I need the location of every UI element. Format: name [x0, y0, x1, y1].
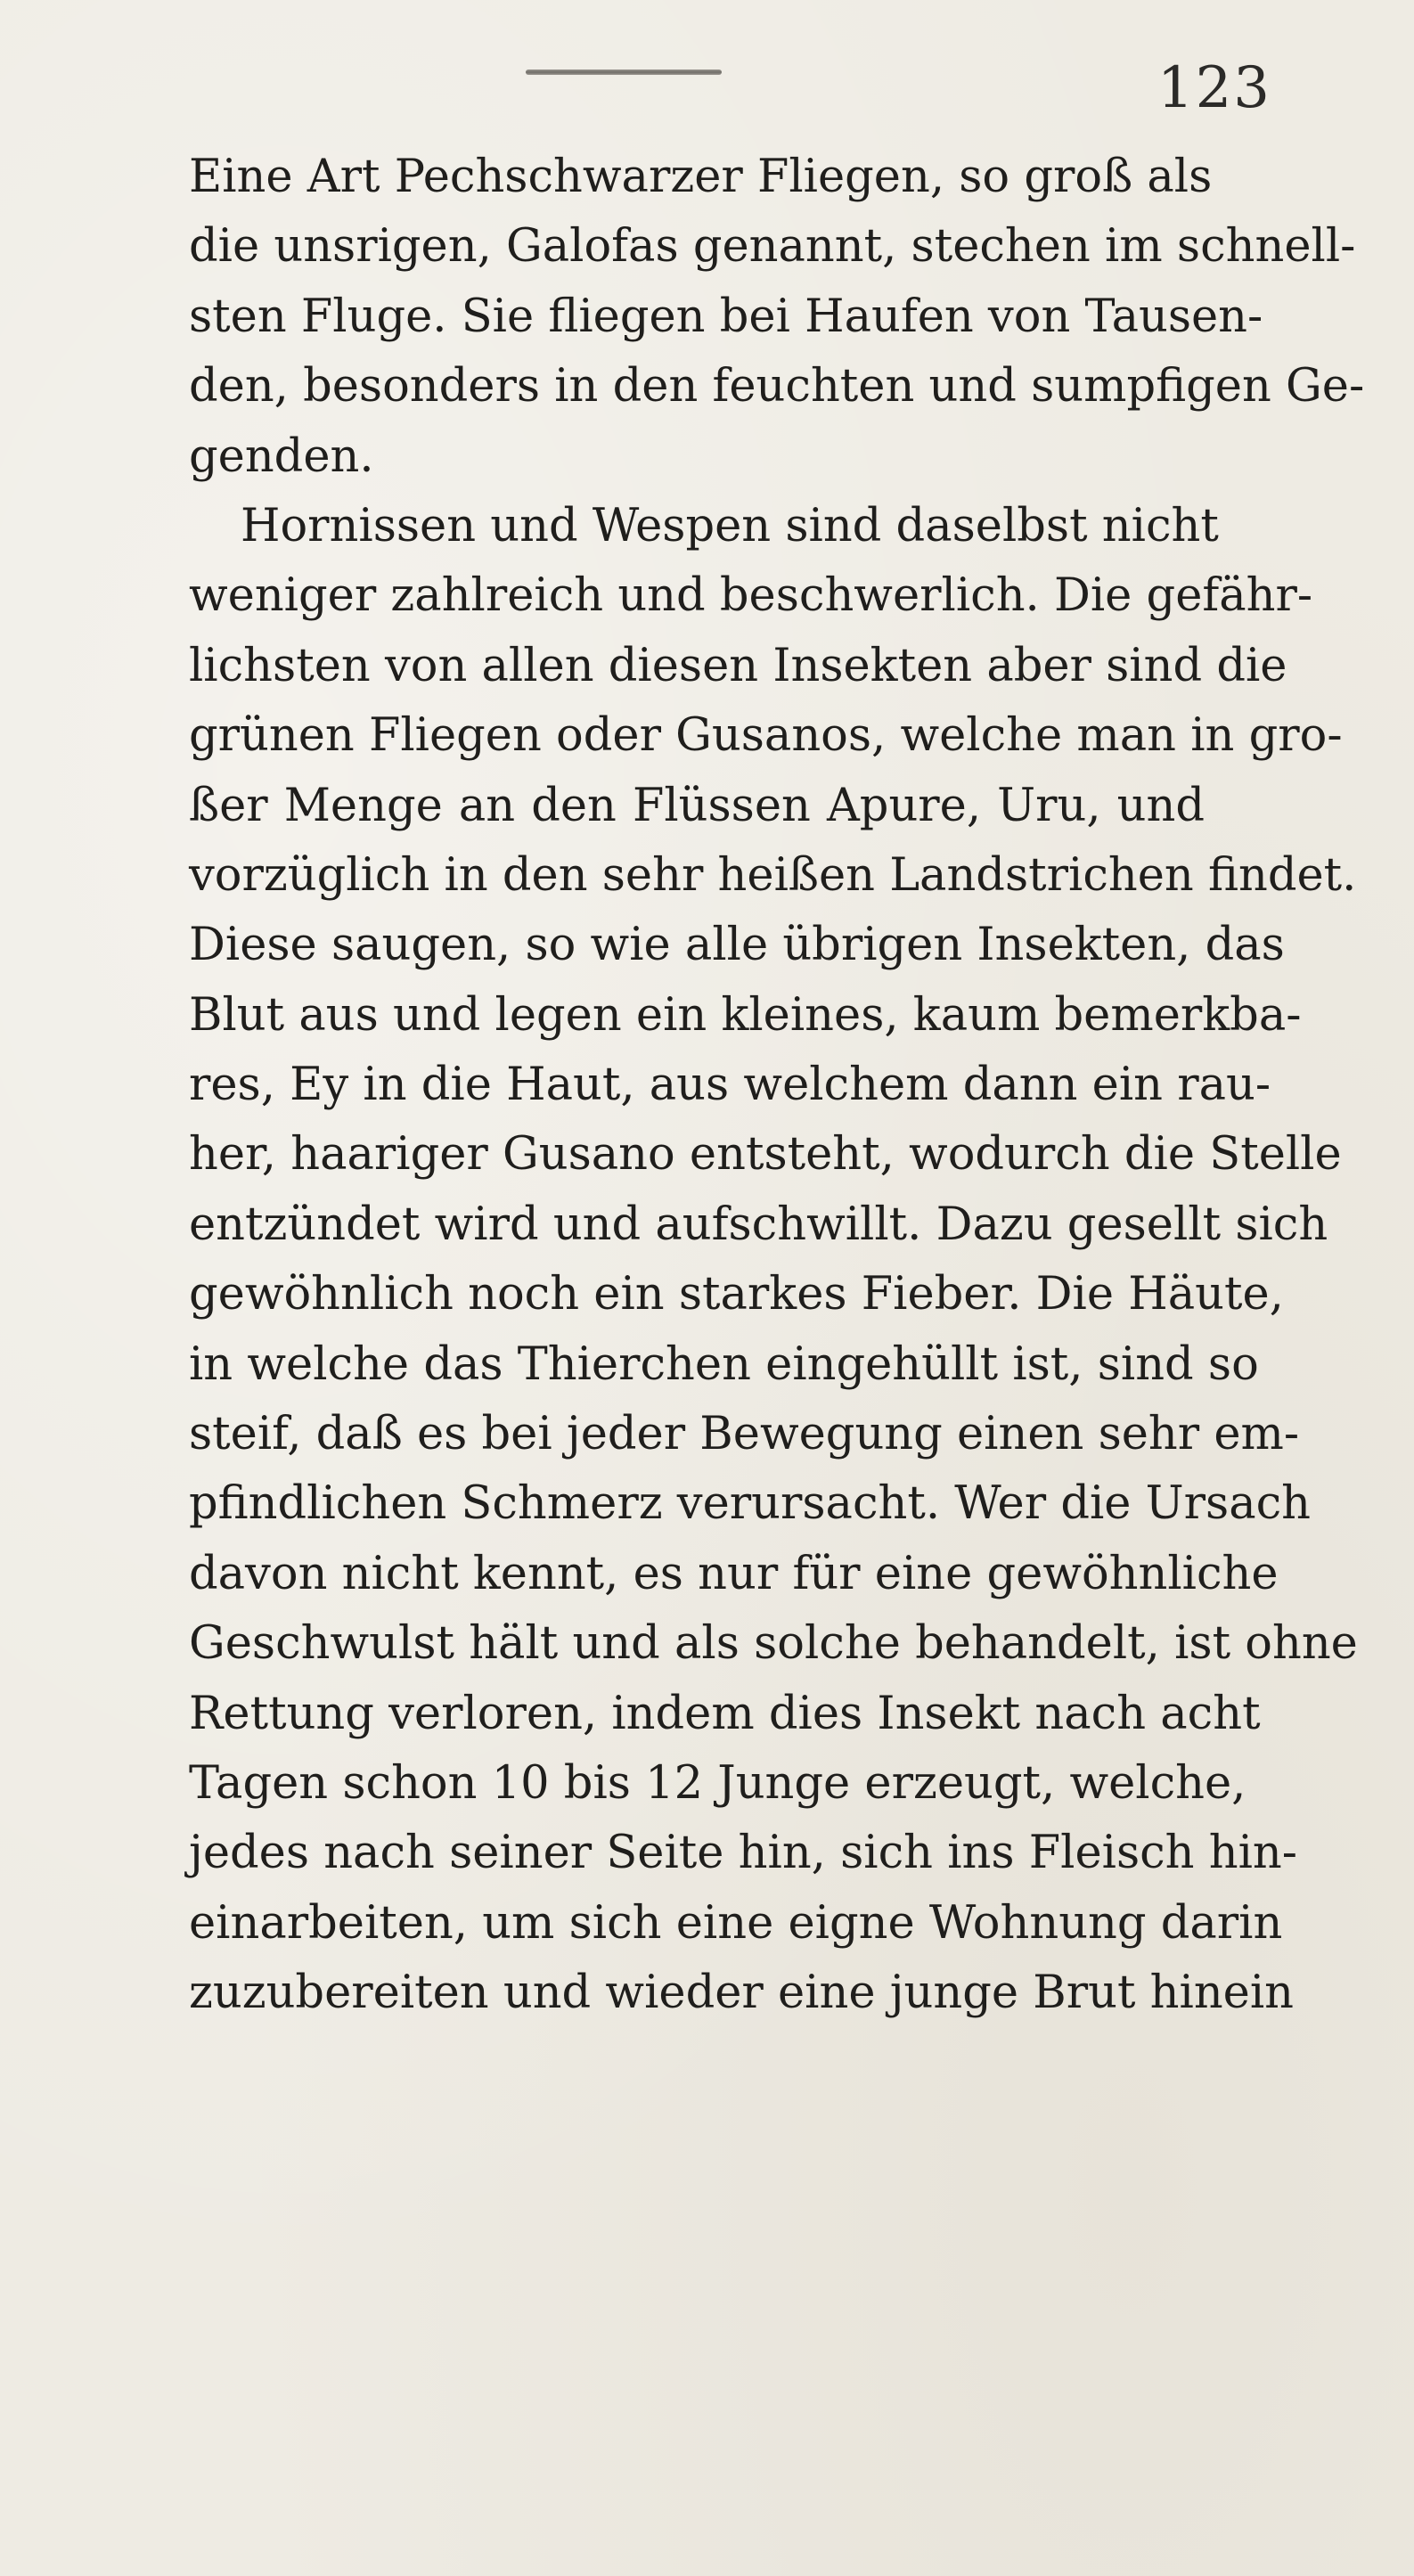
text-line: entzündet wird und aufschwillt. Dazu gesellt sich: [189, 1198, 1328, 1251]
text-line: zuzubereiten und wieder eine junge Brut hinein: [189, 1967, 1295, 2020]
text-line: grünen Fliegen oder Gusanos, welche man in gro-: [189, 709, 1343, 763]
text-line: vorzüglich in den sehr heißen Landstrichen findet.: [189, 848, 1357, 902]
text-line: in welche das Thierchen eingehüllt ist, sind so: [189, 1337, 1259, 1391]
text-line: davon nicht kennt, es nur für eine gewöhnliche: [189, 1547, 1279, 1600]
text-line: lichsten von allen diesen Insekten aber sind die: [189, 639, 1287, 692]
text-line: Hornissen und Wespen sind daselbst nicht: [241, 499, 1219, 552]
text-line: genden.: [189, 429, 374, 483]
text-line: Rettung verloren, indem dies Insekt nach acht: [189, 1687, 1261, 1740]
header-rule: [526, 70, 722, 75]
text-line: sten Fluge. Sie fliegen bei Haufen von Tausen-: [189, 290, 1263, 343]
text-line: einarbeiten, um sich eine eigne Wohnung darin: [189, 1896, 1283, 1950]
text-line: Eine Art Pechschwarzer Fliegen, so groß als: [189, 151, 1213, 203]
text-line: res, Ey in die Haut, aus welchem dann ein rau-: [189, 1059, 1271, 1112]
text-line: ßer Menge an den Flüssen Apure, Uru, und: [189, 779, 1205, 832]
text-line: gewöhnlich noch ein starkes Fieber. Die Häute,: [189, 1268, 1284, 1321]
text-line: Tagen schon 10 bis 12 Junge erzeugt, welche,: [189, 1756, 1246, 1810]
text-line: weniger zahlreich und beschwerlich. Die gefähr-: [189, 569, 1313, 623]
text-line: die unsrigen, Galofas genannt, stechen im schnell-: [189, 220, 1356, 274]
text-line: pfindlichen Schmerz verursacht. Wer die Ursach: [189, 1477, 1312, 1531]
text-line: her, haariger Gusano entsteht, wodurch die Stelle: [189, 1128, 1342, 1182]
text-line: steif, daß es bei jeder Bewegung einen sehr em-: [189, 1408, 1300, 1461]
body-text: [189, 143, 1365, 2029]
text-line: Geschwulst hält und als solche behandelt, ist ohne: [189, 1617, 1358, 1671]
text-line: Blut aus und legen ein kleines, kaum bemerkba-: [189, 988, 1302, 1042]
text-line: den, besonders in den feuchten und sumpfigen Ge-: [189, 360, 1365, 413]
text-line: jedes nach seiner Seite hin, sich ins Fleisch hin-: [189, 1827, 1297, 1880]
page-number: 123: [1157, 55, 1271, 121]
text-line: Diese saugen, so wie alle übrigen Insekten, das: [189, 919, 1285, 972]
